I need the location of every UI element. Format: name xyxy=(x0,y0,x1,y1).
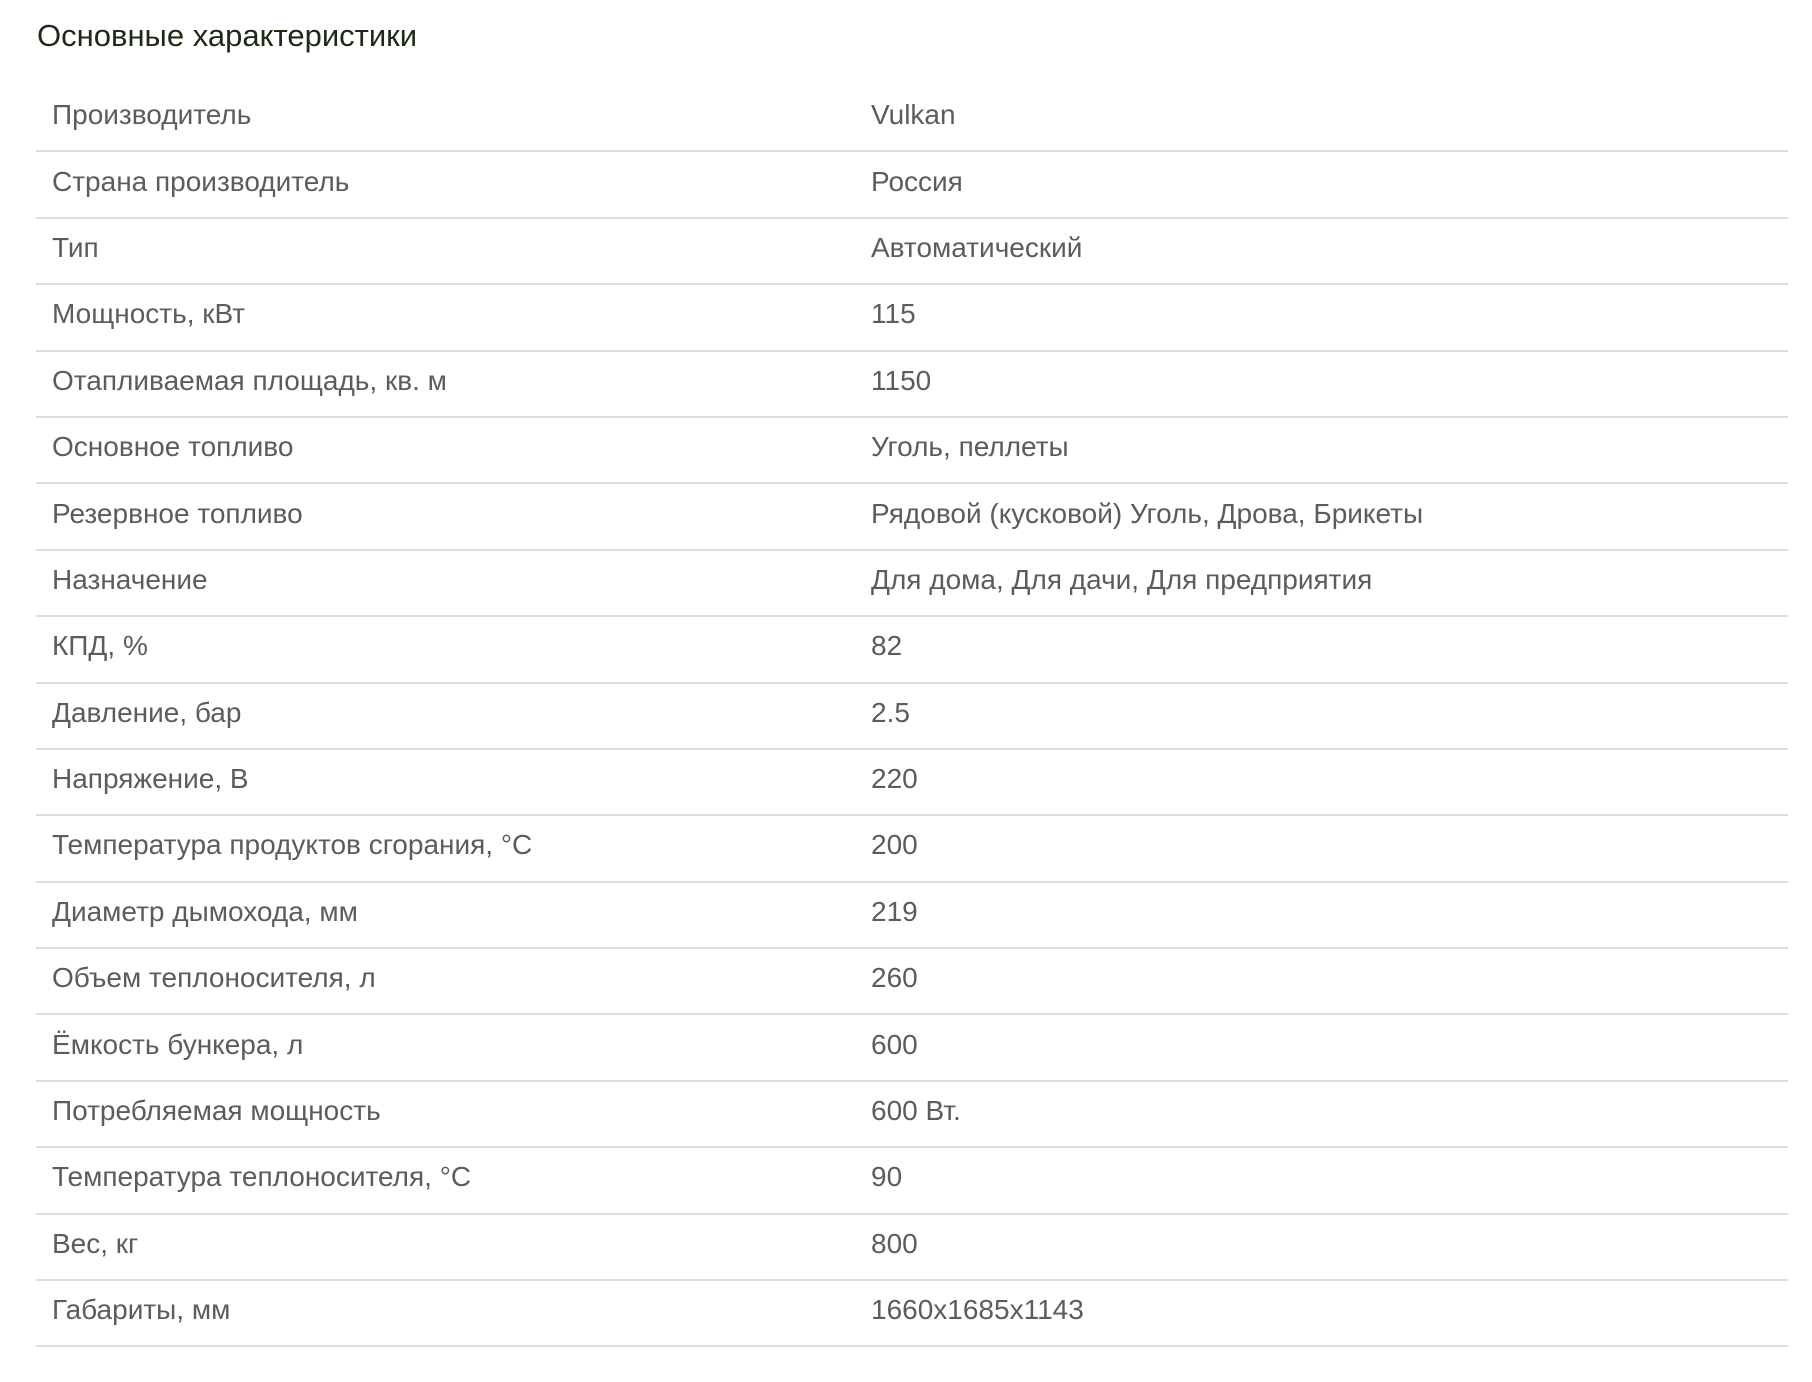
spec-row-power xyxy=(36,284,1788,350)
specifications-table xyxy=(36,85,1788,1347)
spec-row-country xyxy=(36,151,1788,217)
spec-value: 219 xyxy=(871,895,918,927)
spec-row-heated-area xyxy=(36,351,1788,417)
spec-name: Потребляемая мощность xyxy=(52,1095,381,1127)
spec-value: Россия xyxy=(871,165,963,197)
spec-name: Страна производитель xyxy=(52,165,350,197)
spec-value: Автоматический xyxy=(871,231,1083,263)
spec-name: Производитель xyxy=(52,98,252,130)
section-title: Основные характеристики xyxy=(37,18,418,53)
spec-name: Резервное топливо xyxy=(52,497,303,529)
spec-row-type xyxy=(36,218,1788,284)
spec-name: Тип xyxy=(52,231,99,263)
spec-name: Назначение xyxy=(52,563,208,595)
spec-row-coolant-temperature xyxy=(36,1147,1788,1213)
spec-row-voltage xyxy=(36,749,1788,815)
spec-name: Основное топливо xyxy=(52,431,294,463)
spec-name: Температура теплоносителя, °С xyxy=(52,1161,472,1193)
spec-value: Для дома, Для дачи, Для предприятия xyxy=(871,563,1373,595)
spec-name: Объем теплоносителя, л xyxy=(52,962,376,994)
spec-row-dimensions xyxy=(36,1280,1788,1346)
spec-name: Вес, кг xyxy=(52,1227,139,1259)
spec-name: Температура продуктов сгорания, °С xyxy=(52,829,533,861)
spec-name: Диаметр дымохода, мм xyxy=(52,895,358,927)
spec-name: Мощность, кВт xyxy=(52,298,246,330)
spec-row-chimney-diameter xyxy=(36,882,1788,948)
spec-value: 115 xyxy=(871,298,916,330)
spec-name: КПД, % xyxy=(52,630,148,662)
spec-row-efficiency xyxy=(36,616,1788,682)
spec-value: 200 xyxy=(871,829,918,861)
spec-value: Уголь, пеллеты xyxy=(871,431,1069,463)
spec-value: Vulkan xyxy=(871,98,956,130)
spec-value: 2.5 xyxy=(871,696,910,728)
specifications-table-body xyxy=(36,85,1788,1346)
spec-value: 800 xyxy=(871,1227,918,1259)
spec-name: Ёмкость бункера, л xyxy=(52,1028,304,1060)
spec-row-hopper-capacity xyxy=(36,1014,1788,1080)
spec-name: Габариты, мм xyxy=(52,1294,231,1326)
spec-value: 260 xyxy=(871,962,918,994)
spec-row-main-fuel xyxy=(36,417,1788,483)
spec-value: 600 Вт. xyxy=(871,1095,961,1127)
spec-value: 600 xyxy=(871,1028,918,1060)
spec-row-weight xyxy=(36,1214,1788,1280)
spec-row-pressure xyxy=(36,683,1788,749)
spec-value: 90 xyxy=(871,1161,903,1193)
spec-value: Рядовой (кусковой) Уголь, Дрова, Брикеты xyxy=(871,497,1424,529)
spec-value: 1150 xyxy=(871,364,932,396)
spec-row-backup-fuel xyxy=(36,483,1788,549)
spec-row-power-consumption xyxy=(36,1081,1788,1147)
spec-row-coolant-volume xyxy=(36,948,1788,1014)
spec-value: 82 xyxy=(871,630,903,662)
spec-name: Отапливаемая площадь, кв. м xyxy=(52,364,447,396)
spec-value: 1660x1685x1143 xyxy=(871,1294,1084,1326)
spec-value: 220 xyxy=(871,763,918,795)
spec-name: Давление, бар xyxy=(52,696,242,728)
spec-row-flue-gas-temperature xyxy=(36,815,1788,881)
spec-row-purpose xyxy=(36,550,1788,616)
spec-row-manufacturer xyxy=(36,85,1788,151)
spec-name: Напряжение, В xyxy=(52,763,249,795)
